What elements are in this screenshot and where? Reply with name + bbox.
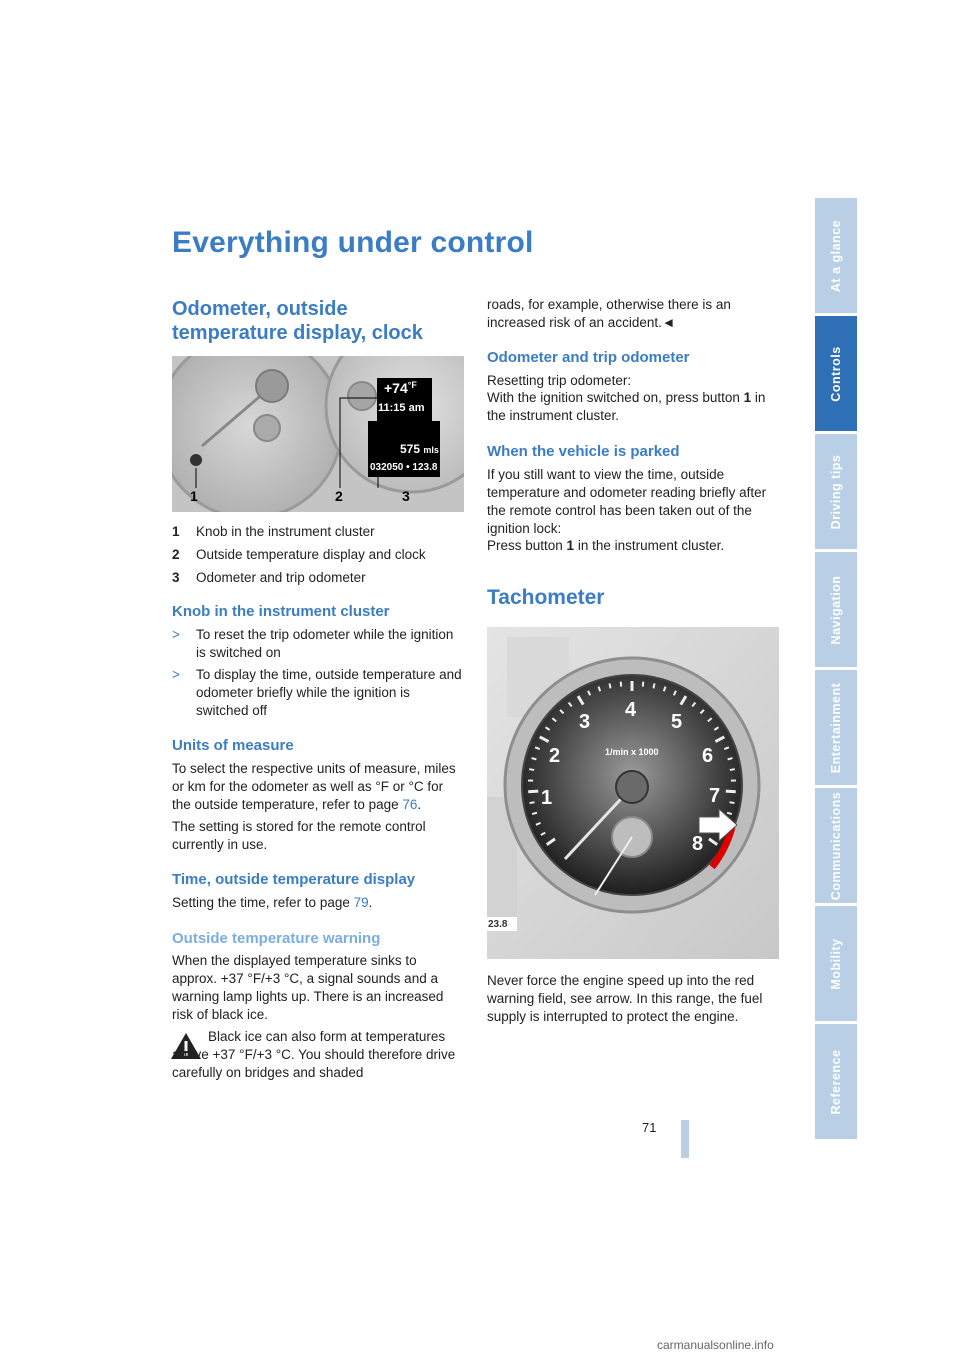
tach-number-2: 2 bbox=[549, 745, 561, 767]
callout-1: 1 bbox=[190, 488, 198, 504]
legend-item-2: 2 Outside temperature display and clock bbox=[172, 547, 426, 562]
heading-line-1: Odometer, outside bbox=[172, 298, 348, 320]
list-item: > To display the time, outside temperature and odometer briefly while the ignition is switched off bbox=[172, 667, 462, 718]
tab-at-a-glance[interactable]: At a glance bbox=[815, 198, 857, 316]
tach-tick bbox=[530, 802, 535, 803]
tachometer-figure bbox=[487, 627, 779, 959]
tab-driving-tips[interactable]: Driving tips bbox=[815, 434, 857, 552]
tach-number-3: 3 bbox=[579, 711, 591, 733]
heading-temperature-warning: Outside temperature warning bbox=[172, 930, 381, 947]
tach-number-8: 8 bbox=[692, 833, 704, 855]
tach-number-4: 4 bbox=[625, 699, 637, 721]
instrument-cluster-figure bbox=[172, 356, 464, 512]
caution-paragraph: Black ice can also form at temperatures above +37 °F/+3 °C. You should therefore drive carefully on bridges and shaded bbox=[172, 1029, 456, 1080]
odometer-paragraph-2: With the ignition switched on, press button 1 in the instrument cluster. bbox=[487, 390, 766, 423]
tach-tick bbox=[528, 791, 538, 792]
tab-controls[interactable]: Controls bbox=[815, 316, 857, 434]
tach-number-5: 5 bbox=[671, 711, 683, 733]
page-title: Everything under control bbox=[172, 226, 534, 259]
tab-mobility[interactable]: Mobility bbox=[815, 906, 857, 1024]
heading-knob: Knob in the instrument cluster bbox=[172, 603, 390, 620]
heading-units: Units of measure bbox=[172, 737, 294, 754]
tach-unit-label: 1/min x 1000 bbox=[605, 747, 659, 757]
tach-tick bbox=[653, 683, 654, 688]
list-item: > To reset the trip odometer while the ignition is switched on bbox=[172, 627, 454, 660]
tach-number-6: 6 bbox=[702, 745, 714, 767]
page-number: 71 bbox=[642, 1120, 657, 1135]
tach-tick bbox=[529, 769, 534, 770]
parked-paragraph-2: Press button 1 in the instrument cluster. bbox=[487, 538, 725, 553]
parked-paragraph-1: If you still want to view the time, outside temperature and odometer reading briefly after the remote control has been taken out of the ignition lock: bbox=[487, 467, 767, 536]
units-paragraph-2: The setting is stored for the remote control currently in use. bbox=[172, 819, 426, 852]
tab-communications[interactable]: Communications bbox=[815, 788, 857, 906]
units-paragraph-1: To select the respective units of measure, miles or km for the odometer as well as °F or °C for the outside temperature, refer to page 76. bbox=[172, 761, 456, 812]
footer-watermark: carmanualsonline.info bbox=[657, 1338, 774, 1352]
callout-3: 3 bbox=[402, 488, 410, 504]
tachometer-illustration bbox=[487, 627, 779, 959]
tab-reference[interactable]: Reference bbox=[815, 1024, 857, 1142]
tach-number-7: 7 bbox=[709, 785, 721, 807]
tach-tick bbox=[729, 802, 734, 803]
tachometer-paragraph: Never force the engine speed up into the red warning field, see arrow. In this range, the fuel supply is interrupted to protect the engine. bbox=[487, 973, 763, 1024]
chapter-tabs bbox=[815, 198, 857, 1142]
tach-tick bbox=[532, 758, 537, 759]
tach-tick bbox=[728, 758, 733, 759]
heading-odometer-trip: Odometer and trip odometer bbox=[487, 349, 690, 366]
section-heading-tachometer: Tachometer bbox=[487, 586, 605, 609]
tach-tick bbox=[609, 683, 610, 688]
instrument-cluster-illustration bbox=[172, 356, 464, 512]
heading-vehicle-parked: When the vehicle is parked bbox=[487, 443, 680, 460]
tach-tick bbox=[727, 813, 732, 814]
tach-tick bbox=[621, 682, 622, 687]
callout-2: 2 bbox=[335, 488, 343, 504]
tach-number-1: 1 bbox=[541, 787, 553, 809]
tach-tick bbox=[532, 813, 537, 814]
odometer-readout: 032050 • 123.8 bbox=[370, 462, 438, 473]
range-readout: 575 mls bbox=[400, 442, 439, 456]
temperature-readout: $+74^{^\circ F}$ bbox=[384, 380, 417, 396]
legend-item-1: 1 Knob in the instrument cluster bbox=[172, 524, 375, 539]
section-heading-odometer bbox=[172, 297, 423, 345]
tab-navigation[interactable]: Navigation bbox=[815, 552, 857, 670]
continuation-paragraph: roads, for example, otherwise there is an increased risk of an accident.◄ bbox=[487, 297, 731, 330]
heading-line-2: temperature display, clock bbox=[172, 322, 423, 344]
tach-tick bbox=[726, 791, 736, 792]
page-link-76[interactable]: 76 bbox=[402, 797, 418, 812]
odometer-paragraph-1: Resetting trip odometer: bbox=[487, 373, 632, 388]
time-paragraph: Setting the time, refer to page 79. bbox=[172, 895, 373, 910]
legend-item-3: 3 Odometer and trip odometer bbox=[172, 570, 366, 585]
page-link-79[interactable]: 79 bbox=[353, 895, 369, 910]
page-number-bar bbox=[681, 1120, 689, 1158]
tach-tick bbox=[730, 769, 735, 770]
heading-time-display: Time, outside temperature display bbox=[172, 871, 416, 888]
odometer-partial-readout: 23.8 bbox=[488, 919, 508, 930]
tab-entertainment[interactable]: Entertainment bbox=[815, 670, 857, 788]
clock-readout: 11:15 am bbox=[378, 402, 425, 414]
warning-paragraph: When the displayed temperature sinks to approx. +37 °F/+3 °C, a signal sounds and a warning lamp lights up. There is an increased risk of black ice. bbox=[172, 953, 444, 1022]
tach-tick bbox=[643, 682, 644, 687]
